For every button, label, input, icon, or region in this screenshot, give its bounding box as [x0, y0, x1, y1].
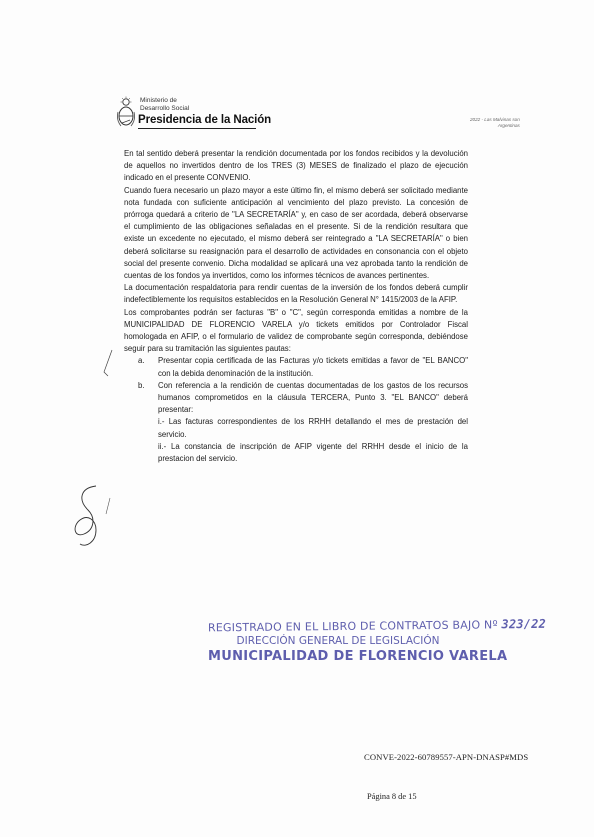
presidencia-title: Presidencia de la Nación — [138, 114, 272, 126]
list-text-b: Con referencia a la rendición de cuentas documentadas de los gastos de los recursos humanos comprometidos en la cláusula TERCERA, Punto 3. "EL BANCO" deberá presentar: — [158, 380, 468, 415]
list-letter-a: a. — [138, 356, 145, 366]
stamp-registered-text: REGISTRADO EN EL LIBRO DE CONTRATOS BAJO Nº — [207, 618, 498, 635]
ministry-line-1: Ministerio de — [140, 97, 177, 104]
paragraph-documentacion: La documentación respaldatoria para rendir cuentas de la inversión de los fondos deberá cumplir indefectiblemente los requisitos establecidos en la Resolución General N° 1415/2003 de la AFIP. — [124, 283, 468, 305]
page-number: Página 8 de 15 — [367, 792, 417, 801]
coat-of-arms-icon — [116, 96, 136, 130]
list-text-a: Presentar copia certificada de las Facturas y/o tickets emitidas a favor de "EL BANCO" con la debida denominación de la institución. — [158, 356, 468, 378]
list-item-a — [124, 355, 468, 379]
header-slogan-line-2: Argentinas — [497, 123, 520, 128]
margin-initials — [75, 486, 96, 545]
stamp-number: 323/22 — [501, 616, 547, 632]
header-slogan-line-1: 2022 - Las Malvinas son — [470, 117, 520, 122]
ministry-name — [140, 97, 189, 112]
stamp-line-2: DIRECCIÓN GENERAL DE LEGISLACIÓN — [236, 635, 440, 647]
paragraph-prorroga: Cuando fuera necesario un plazo mayor a este último fin, el mismo deberá ser solicitado mediante nota fundada con suficiente anticipación al vencimiento del plazo previsto. La concesión de prórroga quedará a criterio de "LA SECRETARÍA" y, en caso de ser acordada, deberá observarse el cumplimiento de las obligaciones señaladas en el presente. Si de la rendición resultara que existe un excedente no ejecutado, el mismo deberá ser reintegrado a "LA SECRETARÍA" o bien deberá solicitarse su reasignación para el desarrollo de actividades en consonancia con el objeto social del presente convenio. Dicha modalidad se aplicará una vez aprobada tanto la rendición de cuentas de los fondos ya invertidos, como los informes técnicos de avances pertinentes. — [124, 185, 468, 281]
paragraph-rendicion: En tal sentido deberá presentar la rendición documentada por los fondos recibidos y la devolución de aquellos no invertidos dentro de los TRES (3) MESES de finalizado el plazo de ejecución indicado en el presente CONVENIO. — [124, 149, 468, 183]
header-slogan — [470, 117, 520, 129]
stamp-line-3: MUNICIPALIDAD DE FLORENCIO VARELA — [208, 649, 508, 664]
margin-stroke — [104, 350, 112, 376]
stamp-line-1 — [207, 616, 547, 635]
list-item-b — [124, 380, 468, 417]
document-id: CONVE-2022-60789557-APN-DNASP#MDS — [364, 752, 529, 762]
sub-item-i: i.- Las facturas correspondientes de los RRHH detallando el mes de prestación del servicio. — [158, 417, 468, 439]
list-letter-b: b. — [138, 380, 145, 390]
registration-stamp — [207, 616, 547, 664]
document-body — [124, 148, 468, 465]
ministry-line-2: Desarrollo Social — [140, 104, 190, 112]
header-divider — [138, 128, 256, 129]
sub-item-ii: ii.- La constancia de inscripción de AFIP vigente del RRHH desde el inicio de la prestacion del servicio. — [158, 441, 468, 464]
paragraph-comprobantes: Los comprobantes podrán ser facturas "B" o "C", según corresponda emitidas a nombre de la MUNICIPALIDAD DE FLORENCIO VARELA y/o tickets emitidos por Controlador Fiscal homologada en AFIP, o el formulario de validez de comprobante según corresponda, debiéndose seguir para su tramitación las siguientes pautas: — [124, 307, 468, 354]
